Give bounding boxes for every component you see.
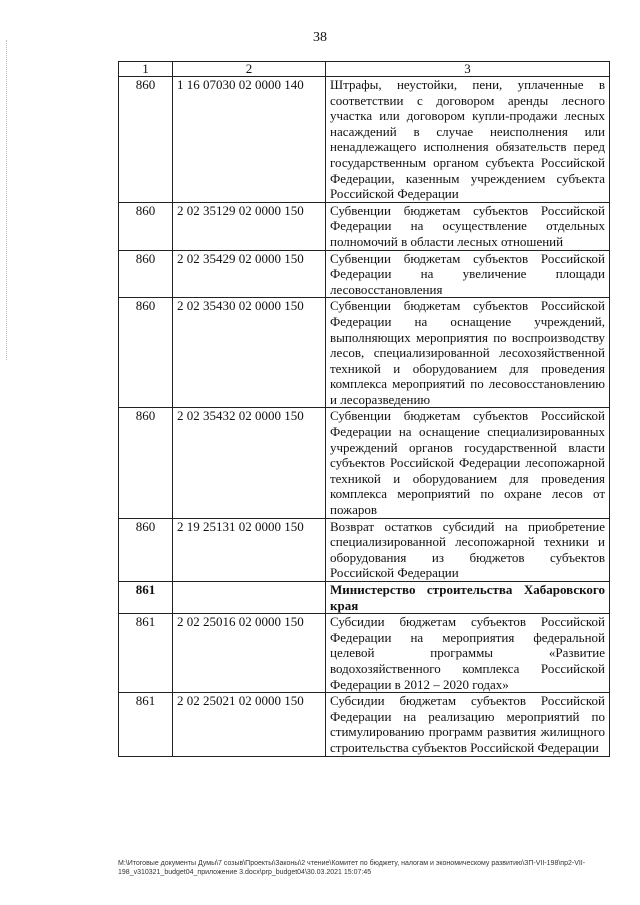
- revenue-code-cell: 1 16 07030 02 0000 140: [173, 77, 326, 203]
- revenue-name-cell: Субсидии бюджетам субъектов Российской Федерации на реализацию мероприятий по стимулированию программ развития жилищного строительства субъектов Российской Федерации: [326, 693, 610, 756]
- revenue-code-cell: 2 02 35129 02 0000 150: [173, 202, 326, 250]
- revenue-code-cell: 2 02 35429 02 0000 150: [173, 250, 326, 298]
- header-col-admin: 1: [119, 62, 173, 77]
- binding-margin-line: [6, 40, 7, 360]
- revenue-code-cell: 2 02 25016 02 0000 150: [173, 614, 326, 693]
- header-col-name: 3: [326, 62, 610, 77]
- admin-code-cell: 860: [119, 518, 173, 581]
- revenue-name-cell: Субвенции бюджетам субъектов Российской Федерации на оснащение учреждений, выполняющих мероприятия по воспроизводству лесов, специализированной лесохозяйственной техникой и оборудованием для проведения комплекса мероприятий по лесовосстановлению и лесоразведению: [326, 298, 610, 408]
- table-header-row: [119, 62, 610, 77]
- revenue-name-cell: Субвенции бюджетам субъектов Российской Федерации на увеличение площади лесовосстановления: [326, 250, 610, 298]
- revenue-code-cell: [173, 582, 326, 614]
- admin-code-cell: 860: [119, 408, 173, 518]
- revenue-code-cell: 2 02 25021 02 0000 150: [173, 693, 326, 756]
- table-row: [119, 298, 610, 408]
- document-footer-path: M:\Итоговые документы Думы\7 созыв\Проекты\Законы\2 чтение\Комитет по бюджету, налогам и экономическому развитию\ЗП-VII-198\пр2-VII-198_v310321_budget04_приложение 3.docx\prp_budget04\30.03.2021 15:07:45: [118, 860, 586, 876]
- revenue-name-cell: Субвенции бюджетам субъектов Российской Федерации на оснащение специализированных учреждений органов государственной власти субъектов Российской Федерации лесопожарной техникой и оборудованием для проведения комплекса мероприятий по охране лесов от пожаров: [326, 408, 610, 518]
- revenue-code-cell: 2 19 25131 02 0000 150: [173, 518, 326, 581]
- table-body: [119, 77, 610, 757]
- admin-code-cell: 860: [119, 250, 173, 298]
- page-number: 38: [313, 30, 327, 45]
- table-row: [119, 77, 610, 203]
- revenue-code-cell: 2 02 35432 02 0000 150: [173, 408, 326, 518]
- admin-code-cell: 860: [119, 298, 173, 408]
- admin-code-cell: 860: [119, 77, 173, 203]
- table-row: [119, 202, 610, 250]
- revenue-name-cell: Субсидии бюджетам субъектов Российской Федерации на мероприятия федеральной целевой программы «Развитие водохозяйственного комплекса Российской Федерации в 2012 – 2020 годах»: [326, 614, 610, 693]
- table-row: [119, 693, 610, 756]
- admin-code-cell: 861: [119, 582, 173, 614]
- table-row: [119, 250, 610, 298]
- header-col-code: 2: [173, 62, 326, 77]
- admin-code-cell: 861: [119, 693, 173, 756]
- revenue-name-cell: Штрафы, неустойки, пени, уплаченные в соответствии с договором аренды лесного участка или договором купли-продажи лесных насаждений в случае неисполнения или ненадлежащего исполнения обязательств перед государственным органом субъекта Российской Федерации, казенным учреждением субъекта Российской Федерации: [326, 77, 610, 203]
- revenue-code-cell: 2 02 35430 02 0000 150: [173, 298, 326, 408]
- table-row: [119, 408, 610, 518]
- table-row: [119, 582, 610, 614]
- revenue-name-cell: Министерство строительства Хабаровского края: [326, 582, 610, 614]
- admin-code-cell: 860: [119, 202, 173, 250]
- table-row: [119, 518, 610, 581]
- table-row: [119, 614, 610, 693]
- revenue-name-cell: Субвенции бюджетам субъектов Российской Федерации на осуществление отдельных полномочий в области лесных отношений: [326, 202, 610, 250]
- budget-codes-table: [118, 61, 610, 757]
- revenue-name-cell: Возврат остатков субсидий на приобретение специализированной лесопожарной техники и оборудования из бюджетов субъектов Российской Федерации: [326, 518, 610, 581]
- admin-code-cell: 861: [119, 614, 173, 693]
